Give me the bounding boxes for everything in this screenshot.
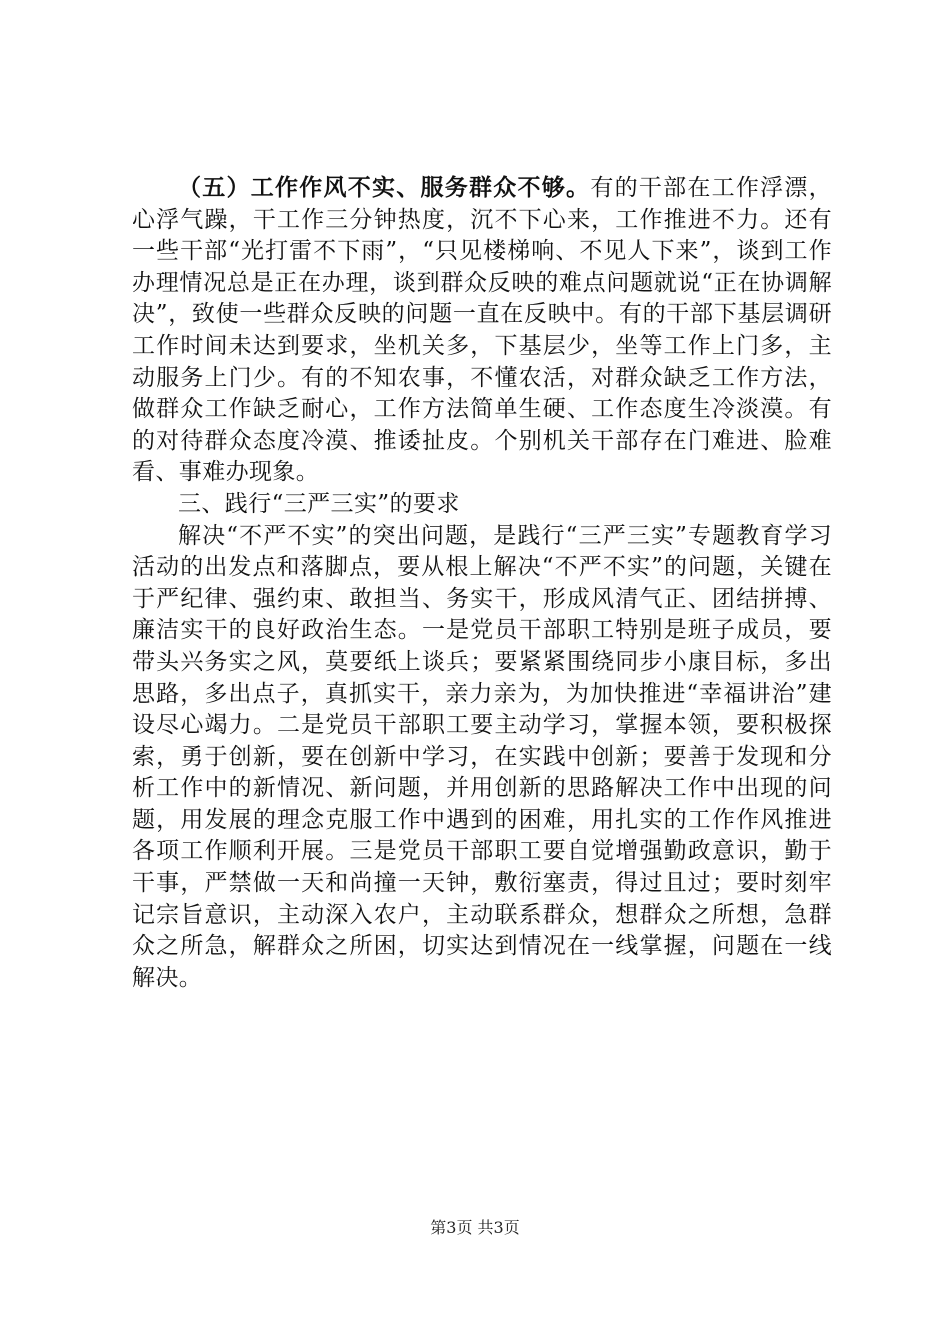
section-five-body: 有的干部在工作浮漂，心浮气躁，干工作三分钟热度，沉不下心来，工作推进不力。还有一些干部“光打雷不下雨”，“只见楼梯响、不见人下来”，谈到工作办理情况总是正在办理，谈到群众反映的难点问题就说“正在协调解决”，致使一些群众反映的问题一直在反映中。有的干部下基层调研工作时间未达到要求，坐机关多，下基层少，坐等工作上门多，主动服务上门少。有的不知农事，不懂农活，对群众缺乏工作方法，做群众工作缺乏耐心，工作方法简单生硬、工作态度生冷淡漠。有的对待群众态度冷漠、推诿扯皮。个别机关干部存在门难进、脸难看、事难办现象。	[132, 175, 832, 486]
page-footer: 第3页 共3页	[430, 1218, 520, 1237]
document-body	[132, 172, 832, 994]
section-five-lead: （五）工作作风不实、服务群众不够。	[178, 174, 591, 201]
section-five-paragraph	[132, 172, 832, 489]
section-three-heading: 三、践行“三严三实”的要求	[178, 490, 460, 517]
section-three-paragraph: 解决“不严不实”的突出问题，是践行“三严三实”专题教育学习活动的出发点和落脚点，要从根上解决“不严不实”的问题，关键在于严纪律、强约束、敢担当、务实干，形成风清气正、团结拼搏、廉洁实干的良好政治生态。一是党员干部职工特别是班子成员，要带头兴务实之风，莫要纸上谈兵；要紧紧围绕同步小康目标，多出思路，多出点子，真抓实干，亲力亲为，为加快推进“幸福讲治”建设尽心竭力。二是党员干部职工要主动学习，掌握本领，要积极探索，勇于创新，要在创新中学习，在实践中创新；要善于发现和分析工作中的新情况、新问题，并用创新的思路解决工作中出现的问题，用发展的理念克服工作中遇到的困难，用扎实的工作作风推进各项工作顺利开展。三是党员干部职工要自觉增强勤政意识，勤于干事，严禁做一天和尚撞一天钟，敷衍塞责，得过且过；要时刻牢记宗旨意识，主动深入农户，主动联系群众，想群众之所想，急群众之所急，解群众之所困，切实达到情况在一线掌握，问题在一线解决。	[132, 522, 832, 991]
